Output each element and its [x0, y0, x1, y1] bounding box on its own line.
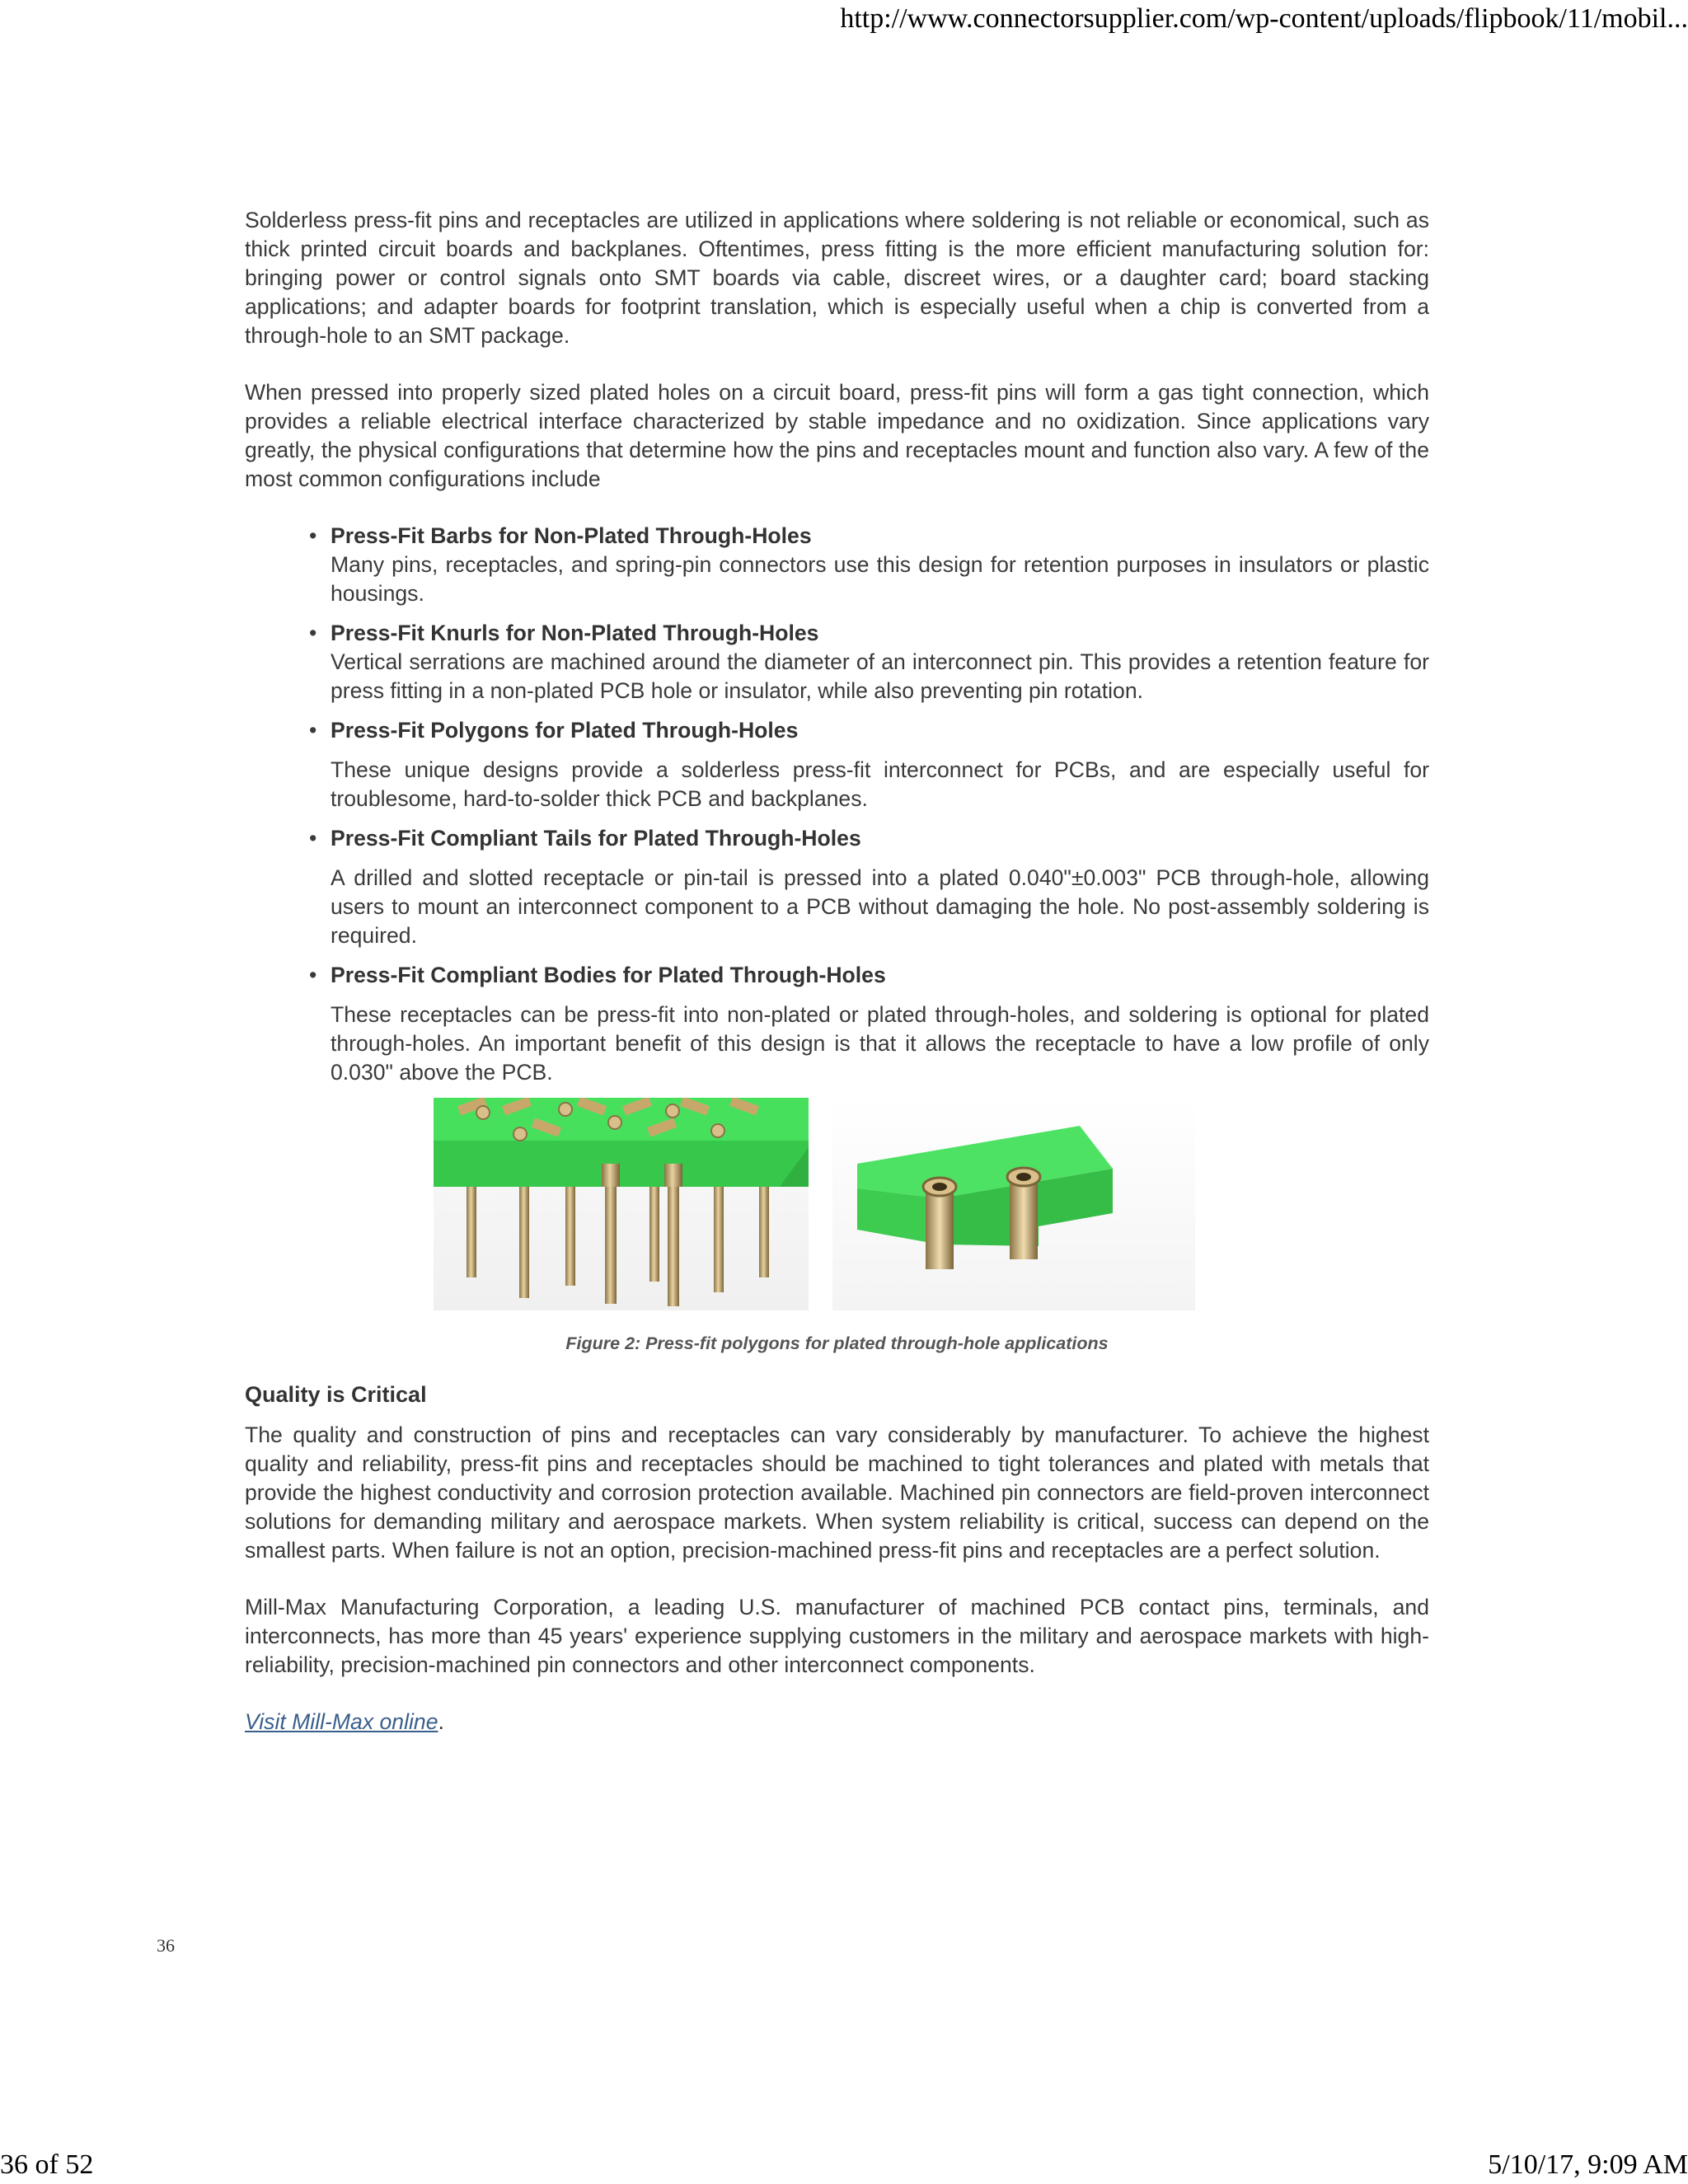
list-item-title: Press-Fit Compliant Bodies for Plated Through-Holes — [331, 963, 886, 987]
intro-paragraph-2: When pressed into properly sized plated holes on a circuit board, press-fit pins will form a gas tight connection, which provides a reliable electrical interface characterized by stable impedance and no oxidization. Since applications vary greatly, the physical configurations that determine how the pins and receptacles mount and function also vary. A few of the most common configurations include — [245, 380, 1429, 491]
press-fit-receptacle-image — [832, 1098, 1195, 1310]
list-item — [245, 716, 1429, 813]
bullet-icon: • — [309, 523, 317, 548]
visit-link-paragraph — [245, 1708, 1429, 1736]
figure-caption: Figure 2: Press-fit polygons for plated through-hole applications — [565, 1333, 1109, 1353]
bullet-icon: • — [309, 718, 317, 743]
bullet-icon: • — [309, 963, 317, 987]
list-item-description: These unique designs provide a solderless press-fit interconnect for PCBs, and are especially useful for troublesome, hard-to-solder thick PCB and backplanes. — [331, 757, 1429, 811]
list-item-description: Many pins, receptacles, and spring-pin connectors use this design for retention purposes in insulators or plastic housings. — [331, 552, 1429, 606]
list-item-title: Press-Fit Polygons for Plated Through-Holes — [331, 718, 799, 743]
pcb-adapter-pins-image — [434, 1098, 809, 1310]
list-item — [245, 961, 1429, 1087]
list-item — [245, 522, 1429, 608]
bullet-icon: • — [309, 621, 317, 645]
visit-mill-max-link[interactable]: Visit Mill-Max online — [245, 1709, 438, 1734]
article-content — [245, 206, 1429, 1759]
list-item-description: A drilled and slotted receptacle or pin-tail is pressed into a plated 0.040"±0.003" PCB through-hole, allowing users to mount an interconnect component to a PCB without damaging the hole. No post-assembly soldering is required. — [331, 865, 1429, 948]
figure-images — [434, 1098, 1429, 1319]
page-number: 36 — [157, 1935, 175, 1956]
print-header-url: http://www.connectorsupplier.com/wp-content/uploads/flipbook/11/mobil... — [840, 3, 1688, 34]
configuration-list — [245, 522, 1429, 1087]
list-item — [245, 824, 1429, 950]
bullet-icon: • — [309, 826, 317, 851]
section-heading: Quality is Critical — [245, 1382, 427, 1407]
intro-paragraph-1: Solderless press-fit pins and receptacles are utilized in applications where soldering is not reliable or economical, such as thick printed circuit boards and backplanes. Oftentimes, press fitting is the more efficient manufacturing solution for: bringing power or control signals onto SMT boards via cable, discreet wires, or a daughter card; board stacking applications; and adapter boards for footprint translation, which is especially useful when a chip is converted from a through-hole to an SMT package. — [245, 208, 1429, 348]
link-suffix: . — [438, 1709, 444, 1734]
list-item-description: Vertical serrations are machined around the diameter of an interconnect pin. This provides a retention feature for press fitting in a non-plated PCB hole or insulator, while also preventing pin rotation. — [331, 649, 1429, 703]
list-item-title: Press-Fit Knurls for Non-Plated Through-Holes — [331, 621, 819, 645]
list-item — [245, 619, 1429, 705]
list-item-title: Press-Fit Compliant Tails for Plated Through-Holes — [331, 826, 861, 851]
list-item-title: Press-Fit Barbs for Non-Plated Through-Holes — [331, 523, 812, 548]
quality-paragraph-2: Mill-Max Manufacturing Corporation, a leading U.S. manufacturer of machined PCB contact pins, terminals, and interconnects, has more than 45 years' experience supplying customers in the military and aerospace markets with high-reliability, precision-machined pin connectors and other interconnect components. — [245, 1595, 1429, 1677]
list-item-description: These receptacles can be press-fit into non-plated or plated through-holes, and soldering is optional for plated through-holes. An important benefit of this design is that it allows the receptacle to have a low profile of only 0.030" above the PCB. — [331, 1002, 1429, 1085]
footer-page-count: 36 of 52 — [0, 2149, 94, 2180]
quality-paragraph-1: The quality and construction of pins and receptacles can vary considerably by manufacturer. To achieve the highest quality and reliability, press-fit pins and receptacles should be machined to tight tolerances and plated with metals that provide the highest conductivity and corrosion protection available. Machined pin connectors are field-proven interconnect solutions for demanding military and aerospace markets. When system reliability is critical, success can depend on the smallest parts. When failure is not an option, precision-machined press-fit pins and receptacles are a perfect solution. — [245, 1422, 1429, 1563]
footer-datetime: 5/10/17, 9:09 AM — [1488, 2149, 1688, 2180]
